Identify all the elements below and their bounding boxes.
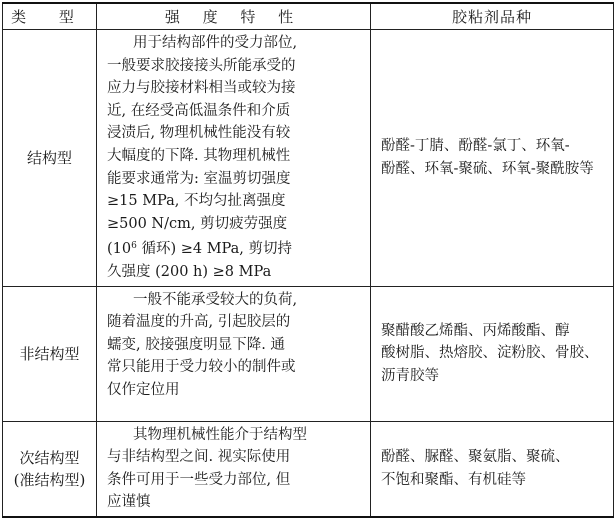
table-row-structural [3,30,614,287]
description-line: ≥15 MPa, 不均匀扯离强度 [107,193,286,210]
type-label: 非结构型 [19,344,80,363]
type-sublabel: (准结构型) [13,470,86,489]
description-line: 应力与胶接材料相当或较为接 [107,80,296,97]
description-line: 近, 在经受高低温条件和介质 [107,102,291,119]
description-line: 一般不能承受较大的负荷, [133,291,298,308]
description-line: 随着温度的升高, 引起胶层的 [107,314,291,331]
header-row [3,3,614,30]
header-type: 类 型 [3,3,97,30]
adhesive-line: 酚醛、脲醛、聚氨脂、聚硫、 [381,449,570,466]
header-strength-properties: 强 度 特 性 [97,3,371,30]
adhesive-classification-table [2,2,614,518]
description-line [107,235,364,261]
type-cell [3,421,97,517]
description-line: 用于结构部件的受力部位, [133,35,298,51]
table-row-secondary-structural [3,421,614,517]
description-line: 一般要求胶接接头所能承受的 [107,57,296,74]
description-line: 久强度 (200 h) ≥8 MPa [107,263,272,280]
description-line: 大幅度的下降. 其物理机械性 [107,147,291,164]
adhesive-varieties-cell [371,421,614,517]
type-label: 次结构型 [19,448,80,467]
description-line: 其物理机械性能介于结构型 [133,426,307,443]
description-line: 条件可用于一些受力部位, 但 [107,471,291,488]
type-cell [3,30,97,287]
cycle-count-base: (10 [107,241,132,258]
description-line: ≥500 N/cm, 剪切疲劳强度 [107,215,288,232]
adhesive-line: 酸树脂、热熔胶、淀粉胶、骨胶、 [381,345,599,362]
description-line: 蠕变, 胶接强度明显下降. 通 [107,336,285,353]
adhesive-line: 聚醋酸乙烯酯、丙烯酸酯、醇 [381,322,570,339]
type-cell [3,286,97,421]
cycle-count-rest: 循环) ≥4 MPa, 剪切持 [136,241,293,258]
table-row-nonstructural [3,286,614,421]
adhesive-varieties-cell [371,30,614,287]
description-line: 浸渍后, 物理机械性能没有较 [107,125,291,142]
adhesive-line: 不饱和聚酯、有机硅等 [381,471,526,488]
description-line: 与非结构型之间. 视实际使用 [107,449,291,466]
cycle-count-exponent: 6 [131,241,137,252]
adhesive-line: 酚醛-丁腈、酚醛-氯丁、环氧- [381,138,570,155]
adhesive-line: 沥青胶等 [381,367,439,384]
strength-description-cell [97,421,371,517]
description-line: 仅作定位用 [107,381,180,398]
strength-description-cell [97,286,371,421]
type-label: 结构型 [26,148,72,167]
adhesive-line: 酚醛、环氧-聚硫、环氧-聚酰胺等 [381,160,594,177]
description-line: 常只能用于受力较小的制件或 [107,359,296,376]
header-adhesive-varieties: 胶粘剂品种 [371,3,614,30]
description-line: 应谨慎 [107,494,151,511]
adhesive-varieties-cell [371,286,614,421]
strength-description-cell [97,30,371,287]
description-line: 能要求通常为: 室温剪切强度 [107,170,291,187]
